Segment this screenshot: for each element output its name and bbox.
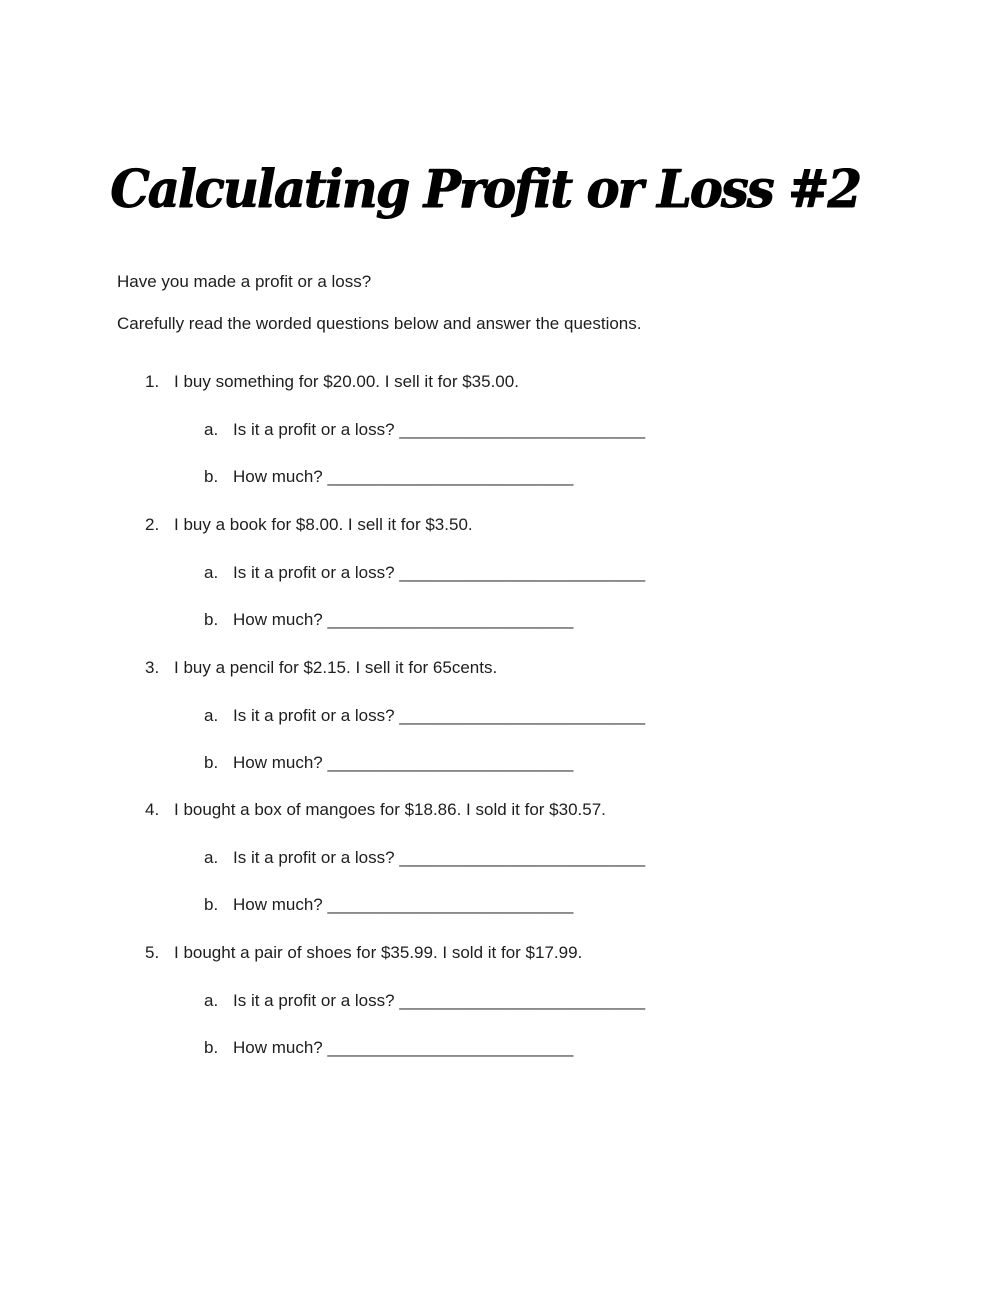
question-2-text bbox=[145, 514, 473, 536]
answer-blank-3a[interactable]: __________________________ bbox=[399, 706, 646, 725]
question-2a bbox=[204, 562, 645, 584]
question-5a-label: a. bbox=[204, 991, 219, 1010]
question-5a bbox=[204, 990, 645, 1012]
question-5b bbox=[204, 1037, 573, 1059]
page-title: Calculating Profit or Loss #2 bbox=[110, 158, 860, 220]
question-3b-prompt: How much? bbox=[233, 753, 323, 772]
answer-blank-3b[interactable]: __________________________ bbox=[327, 753, 574, 772]
answer-blank-1b[interactable]: __________________________ bbox=[327, 467, 574, 486]
question-5b-label: b. bbox=[204, 1038, 219, 1057]
answer-blank-4b[interactable]: __________________________ bbox=[327, 895, 574, 914]
question-3b bbox=[204, 752, 573, 774]
answer-blank-5a[interactable]: __________________________ bbox=[399, 991, 646, 1010]
question-5-text bbox=[145, 942, 582, 964]
intro-line-2: Carefully read the worded questions below and answer the questions. bbox=[117, 314, 642, 333]
question-1a-prompt: Is it a profit or a loss? bbox=[233, 420, 395, 439]
question-1b-label: b. bbox=[204, 467, 219, 486]
question-1 bbox=[0, 371, 1000, 491]
question-2b-prompt: How much? bbox=[233, 610, 323, 629]
question-4-number: 4. bbox=[145, 800, 160, 819]
question-5 bbox=[0, 942, 1000, 1062]
question-4-text bbox=[145, 799, 606, 821]
question-4 bbox=[0, 799, 1000, 919]
question-3a-label: a. bbox=[204, 706, 219, 725]
question-3-text bbox=[145, 657, 497, 679]
question-1-number: 1. bbox=[145, 372, 160, 391]
question-2a-prompt: Is it a profit or a loss? bbox=[233, 563, 395, 582]
question-4a-label: a. bbox=[204, 848, 219, 867]
question-4-statement: I bought a box of mangoes for $18.86. I sold it for $30.57. bbox=[174, 800, 606, 819]
question-3a-prompt: Is it a profit or a loss? bbox=[233, 706, 395, 725]
question-2b-label: b. bbox=[204, 610, 219, 629]
answer-blank-5b[interactable]: __________________________ bbox=[327, 1038, 574, 1057]
question-1b-prompt: How much? bbox=[233, 467, 323, 486]
answer-blank-2b[interactable]: __________________________ bbox=[327, 610, 574, 629]
question-1a bbox=[204, 419, 645, 441]
question-2-statement: I buy a book for $8.00. I sell it for $3.50. bbox=[174, 515, 473, 534]
question-3a bbox=[204, 705, 645, 727]
question-2a-label: a. bbox=[204, 563, 219, 582]
question-3-statement: I buy a pencil for $2.15. I sell it for 65cents. bbox=[174, 658, 498, 677]
question-4b-prompt: How much? bbox=[233, 895, 323, 914]
answer-blank-1a[interactable]: __________________________ bbox=[399, 420, 646, 439]
question-4b-label: b. bbox=[204, 895, 219, 914]
question-5a-prompt: Is it a profit or a loss? bbox=[233, 991, 395, 1010]
question-2b bbox=[204, 609, 573, 631]
question-4a bbox=[204, 847, 645, 869]
answer-blank-2a[interactable]: __________________________ bbox=[399, 563, 646, 582]
question-5-statement: I bought a pair of shoes for $35.99. I sold it for $17.99. bbox=[174, 943, 583, 962]
question-2 bbox=[0, 514, 1000, 634]
question-1-statement: I buy something for $20.00. I sell it for $35.00. bbox=[174, 372, 519, 391]
question-1b bbox=[204, 466, 573, 488]
intro-line-1: Have you made a profit or a loss? bbox=[117, 272, 372, 291]
question-3-number: 3. bbox=[145, 658, 160, 677]
question-3b-label: b. bbox=[204, 753, 219, 772]
question-3 bbox=[0, 657, 1000, 777]
question-1a-label: a. bbox=[204, 420, 219, 439]
question-5-number: 5. bbox=[145, 943, 160, 962]
answer-blank-4a[interactable]: __________________________ bbox=[399, 848, 646, 867]
question-5b-prompt: How much? bbox=[233, 1038, 323, 1057]
question-4a-prompt: Is it a profit or a loss? bbox=[233, 848, 395, 867]
question-2-number: 2. bbox=[145, 515, 160, 534]
question-4b bbox=[204, 894, 573, 916]
question-1-text bbox=[145, 371, 519, 393]
